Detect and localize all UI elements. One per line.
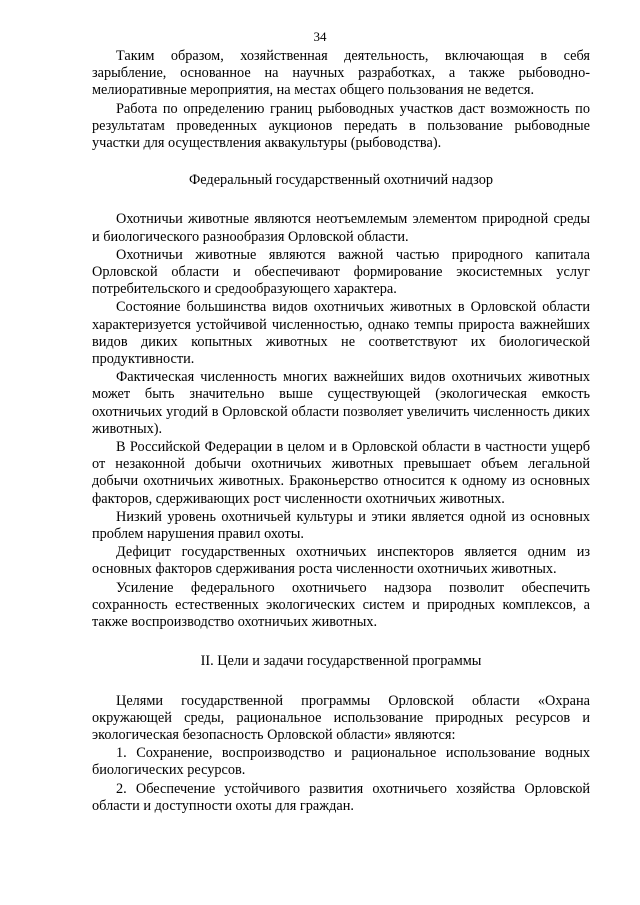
paragraph: 1. Сохранение, воспроизводство и рациональное использование водных биологических ресурсов. <box>92 745 590 779</box>
document-body <box>92 48 590 816</box>
paragraph: 2. Обеспечение устойчивого развития охотничьего хозяйства Орловской области и доступности охоты для граждан. <box>92 780 590 814</box>
section-heading-hunting-supervision: Федеральный государственный охотничий надзор <box>188 172 494 189</box>
paragraph: Работа по определению границ рыбоводных участков даст возможность по результатам проведенных аукционов передать в пользование рыбоводные участки для осуществления аквакультуры (рыбоводства). <box>92 100 590 152</box>
paragraph: Таким образом, хозяйственная деятельность, включающая в себя зарыбление, основанное на научных разработках, а также рыбоводно-мелиоративные мероприятия, на местах общего пользования не ведется. <box>92 48 590 99</box>
paragraph: В Российской Федерации в целом и в Орловской области в частности ущерб от незаконной добычи охотничьих животных превышает объем легальной добычи охотничьих животных. Браконьерство относится к одному из основных факторов, сдерживающих рост численности охотничьих животных. <box>92 439 590 507</box>
paragraph: Целями государственной программы Орловской области «Охрана окружающей среды, рациональное использование природных ресурсов и экологическая безопасность Орловской области» являются: <box>92 692 590 743</box>
paragraph: Усиление федерального охотничьего надзора позволит обеспечить сохранность естественных экологических систем и природных комплексов, а также воспроизводство охотничьих животных. <box>92 579 590 631</box>
paragraph: Дефицит государственных охотничьих инспекторов является одним из основных факторов сдерживания роста численности охотничьих животных. <box>92 544 590 578</box>
paragraph: Охотничьи животные являются неотъемлемым элементом природной среды и биологического разнообразия Орловской области. <box>92 211 590 245</box>
page-number: 34 <box>313 29 327 44</box>
paragraph: Низкий уровень охотничьей культуры и этики является одной из основных проблем нарушения правил охоты. <box>92 508 590 543</box>
paragraph: Фактическая численность многих важнейших видов охотничьих животных может быть значительно выше существующей (экологическая емкость охотничьих угодий в Орловской области позволяет увеличить численность диких животных). <box>92 369 590 437</box>
paragraph: Охотничьи животные являются важной частью природного капитала Орловской области и обеспечивают формирование экосистемных услуг потребительского и средообразующего характера. <box>92 246 590 298</box>
section-heading-goals: II. Цели и задачи государственной программы <box>200 653 482 670</box>
paragraph: Состояние большинства видов охотничьих животных в Орловской области характеризуется устойчивой численностью, однако темпы прироста важнейших видов диких копытных животных не соответствуют их биологической продуктивности. <box>92 299 590 368</box>
